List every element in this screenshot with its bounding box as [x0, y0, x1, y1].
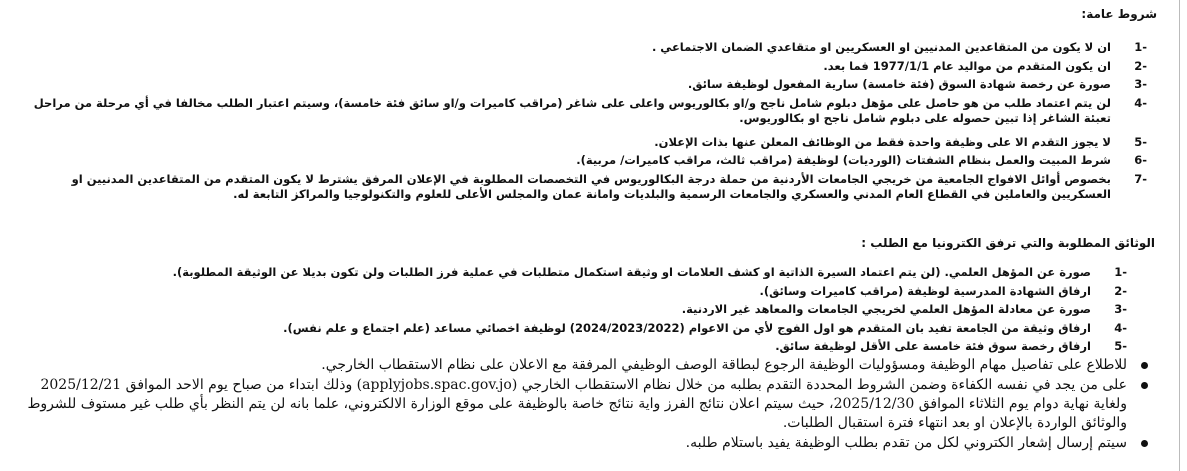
note-text: على من يجد في نفسه الكفاءة وضمن الشروط المحددة التقدم بطلبه من خلال نظام الاستقطاب الخارجي (applyjobs.spac.gov.jo) وذلك ابتداء من صباح يوم الاحد الموافق 2025/12/21 ولغاية نهاية دوام يوم الثلاثاء الموافق 2025/12/30، حيث سيتم اعلان نتائج الفرز واية نتائج خاصة بالوظيفة على موقع الوزارة الالكتروني، علما بانه لن يتم النظر بأي طلب غير مستوف للشروط والوثائق الواردة بالإعلان او بعد انتهاء فترة استقبال الطلبات. [27, 377, 1127, 431]
page-border-line [1179, 0, 1180, 471]
note-text: سيتم إرسال إشعار الكتروني لكل من تقدم بطلب الوظيفة يفيد باستلام طلبه. [685, 435, 1127, 451]
bullet-icon [1141, 382, 1148, 389]
document-text: صورة عن المؤهل العلمي. (لن يتم اعتماد السيرة الذاتية او كشف العلامات او وثيقة استكمال متطلبات في عملية فرز الطلبات ولن تكون بديلا عن الوثيقة المطلوبة). [172, 265, 1091, 279]
document-number: -2 [1114, 283, 1127, 298]
document-item [12, 321, 1127, 337]
condition-text: لا يجوز التقدم الا على وظيفة واحدة فقط من الوظائف المعلن عنها بذات الإعلان. [654, 134, 1111, 149]
document-text: ارفاق الشهادة المدرسية لوظيفة (مراقب كاميرات وسائق). [759, 283, 1091, 298]
condition-number: -4 [1134, 95, 1147, 110]
general-conditions-heading: شروط عامة: [1081, 7, 1157, 21]
condition-item [12, 96, 1147, 127]
document-number: -5 [1114, 339, 1127, 353]
condition-number: -7 [1134, 171, 1147, 186]
condition-text: ان يكون المتقدم من مواليد عام 1977/1/1 فما بعد. [823, 58, 1111, 73]
document-number: -1 [1114, 265, 1127, 279]
document-text: صورة عن معادلة المؤهل العلمي لخريجي الجامعات والمعاهد غير الاردنية. [681, 302, 1091, 316]
required-documents-heading: الوثائق المطلوبة والتي ترفق الكترونيا مع الطلب : [861, 236, 1155, 250]
bullet-icon [1141, 362, 1148, 369]
general-conditions-list [12, 40, 1147, 206]
condition-number: -1 [1134, 40, 1147, 54]
document-item [12, 265, 1127, 281]
condition-number: -6 [1134, 153, 1147, 167]
document-item [12, 284, 1127, 300]
condition-number: -2 [1134, 58, 1147, 73]
bullet-icon [1141, 440, 1148, 447]
condition-number: -5 [1134, 134, 1147, 149]
condition-text: بخصوص أوائل الافواج الجامعية من خريجي الجامعات الأردنية من حملة درجة البكالوريوس في التخصصات المطلوبة في الإعلان المرفق يشترط لا يكون المتقدم من المتقاعدين المدنيين او العسكريين والعاملين في القطاع العام المدني والعسكري والجامعات الرسمية والبلديات وامانة عمان والمجلس الأعلى للعلوم والتكنولوجيا والمراكز التابعة له. [71, 171, 1111, 201]
notes-list [10, 356, 1151, 454]
condition-item [12, 172, 1147, 203]
condition-text: شرط المبيت والعمل بنظام الشفتات (الورديات) لوظيفة (مراقب ثالث، مراقب كاميرات/ مربية). [576, 153, 1111, 167]
condition-item [12, 40, 1147, 56]
document-number: -4 [1114, 320, 1127, 335]
note-item [10, 434, 1151, 453]
condition-item [12, 135, 1147, 151]
note-text: للاطلاع على تفاصيل مهام الوظيفة ومسؤوليات الوظيفة الرجوع لبطاقة الوصف الوظيفي المرفقة مع الاعلان على نظام الاستقطاب الخارجي. [321, 357, 1127, 373]
required-documents-list [12, 265, 1127, 358]
condition-item [12, 153, 1147, 169]
condition-text: ان لا يكون من المتقاعدين المدنيين او العسكريين او متقاعدي الضمان الاجتماعي . [651, 40, 1111, 54]
condition-item [12, 59, 1147, 75]
condition-item [12, 77, 1147, 93]
condition-text: صورة عن رخصة شهادة السوق (فئة خامسة) سارية المفعول لوظيفة سائق. [687, 77, 1111, 91]
condition-number: -3 [1134, 77, 1147, 91]
note-item [10, 356, 1151, 375]
note-item [10, 376, 1151, 433]
condition-text: لن يتم اعتماد طلب من هو حاصل على مؤهل دبلوم شامل ناجح و/او بكالوريوس واعلى على شاغر (مراقب كاميرات و/او سائق فئة خامسة)، وسيتم اعتبار الطلب مخالفا في أي مرحلة من مراحل تعبئة الشاغر إذا تبين حصوله على دبلوم شامل ناجح او بكالوريوس. [33, 95, 1111, 125]
document-text: ارفاق وثيقة من الجامعة تفيد بان المتقدم هو اول الفوج لأي من الاعوام (2024/2023/2022) لوظيفة اخصائي مساعد (علم اجتماع و علم نفس). [283, 320, 1091, 335]
document-item [12, 339, 1127, 355]
document-text: ارفاق رخصة سوق فئة خامسة على الأقل لوظيفة سائق. [775, 339, 1091, 353]
document-item [12, 302, 1127, 318]
document-number: -3 [1114, 302, 1127, 316]
